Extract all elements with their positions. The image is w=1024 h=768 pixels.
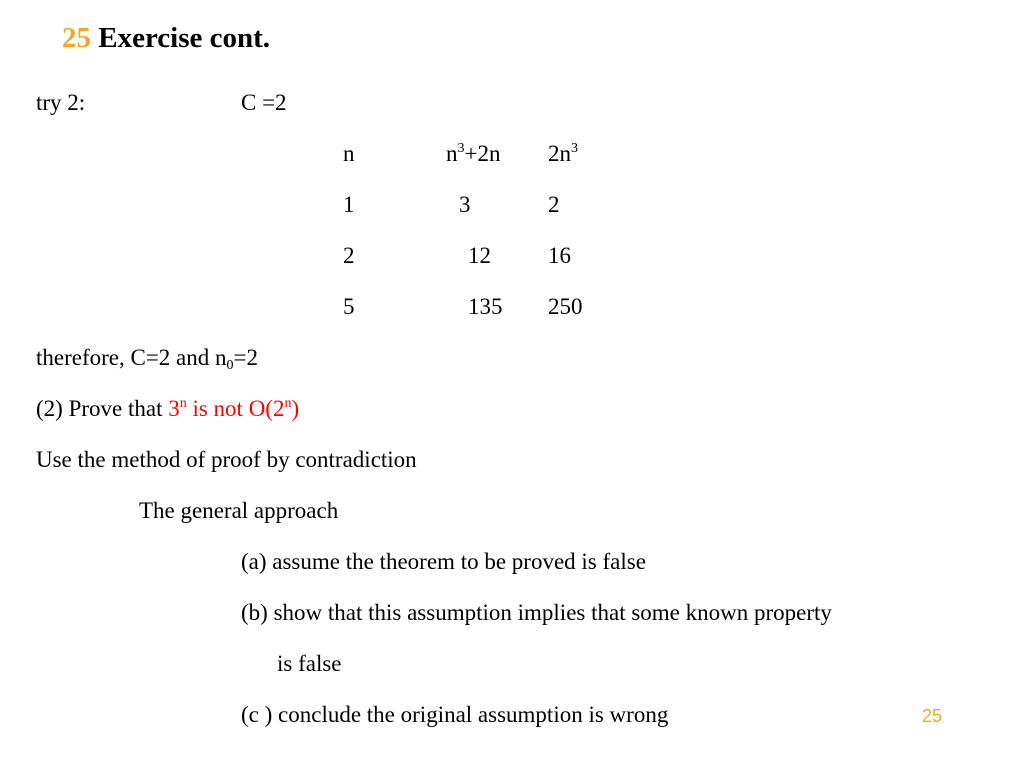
header-f-exponent: 3 bbox=[457, 141, 465, 156]
prove-prefix: (2) Prove that bbox=[36, 396, 169, 421]
slide-title bbox=[62, 22, 270, 55]
title-number: 25 bbox=[62, 22, 91, 54]
try-constant: C =2 bbox=[241, 90, 287, 115]
table-header-f bbox=[446, 140, 500, 168]
therefore-prefix: therefore, C=2 and n bbox=[36, 345, 227, 370]
step-b-continued: is false bbox=[277, 651, 342, 676]
prove-middle: is not O(2 bbox=[186, 396, 285, 421]
title-text: Exercise cont. bbox=[98, 22, 271, 54]
therefore-line bbox=[36, 344, 258, 372]
method-line: Use the method of proof by contradiction bbox=[36, 447, 417, 472]
table-row-2-f: 12 bbox=[468, 243, 491, 268]
table-row-1-g: 2 bbox=[548, 192, 560, 217]
page-number: 25 bbox=[922, 706, 943, 726]
prove-statement bbox=[168, 396, 299, 421]
step-b: (b) show that this assumption implies that some known property bbox=[241, 600, 832, 625]
therefore-subscript: 0 bbox=[226, 358, 234, 373]
prove-exponent-2: n bbox=[284, 396, 292, 411]
table-row-3-g: 250 bbox=[548, 294, 583, 319]
header-f-rest: +2n bbox=[464, 141, 501, 166]
try-label: try 2: bbox=[36, 90, 86, 115]
table-row-1-n: 1 bbox=[343, 192, 355, 217]
header-g-exponent: 3 bbox=[571, 141, 578, 156]
table-row-2-n: 2 bbox=[343, 243, 355, 268]
table-row-2-g: 16 bbox=[548, 243, 571, 268]
table-row-3-n: 5 bbox=[343, 294, 355, 319]
approach-heading: The general approach bbox=[139, 498, 339, 523]
step-c: (c ) conclude the original assumption is wrong bbox=[241, 702, 669, 727]
prove-exponent: n bbox=[179, 396, 187, 411]
header-g-base: 2n bbox=[548, 141, 571, 166]
prove-line bbox=[36, 395, 299, 423]
table-header-g bbox=[548, 140, 578, 168]
prove-base: 3 bbox=[168, 396, 180, 421]
step-a: (a) assume the theorem to be proved is false bbox=[241, 549, 646, 574]
table-row-3-f: 135 bbox=[468, 294, 503, 319]
table-row-1-f: 3 bbox=[459, 192, 471, 217]
therefore-suffix: =2 bbox=[233, 345, 258, 370]
prove-end: ) bbox=[291, 396, 300, 421]
table-header-n: n bbox=[343, 141, 355, 166]
header-f-base: n bbox=[446, 141, 458, 166]
